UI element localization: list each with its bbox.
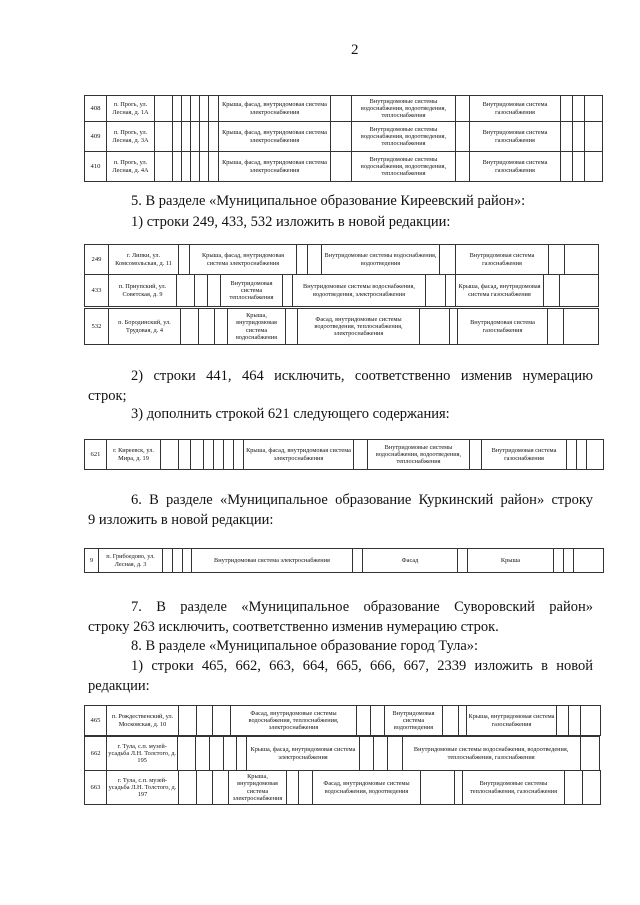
section-5-item-3: 3) дополнить строкой 621 следующего содержания: <box>131 406 450 422</box>
empty-cell <box>560 275 599 307</box>
empty-cell <box>569 706 581 736</box>
empty-cell <box>179 706 197 736</box>
row-works-2: Фасад <box>363 549 458 573</box>
empty-cell <box>179 440 191 470</box>
table-row <box>85 122 603 152</box>
empty-cell <box>456 152 470 182</box>
empty-cell <box>573 96 585 122</box>
row-address: г. Тула, с.п. музей-усадьба Л.Н. Толстого, д. 195 <box>107 737 178 771</box>
empty-cell <box>179 771 197 805</box>
table-row <box>85 275 599 307</box>
empty-cell <box>585 122 603 152</box>
empty-cell <box>163 549 173 573</box>
row-number: 9 <box>85 549 99 573</box>
row-address: п. Приупский, ул. Советская, д. 9 <box>109 275 177 307</box>
row-number: 433 <box>85 275 109 307</box>
row-address: п. Прогь, ул. Лесная, д. 1А <box>107 96 155 122</box>
empty-cell <box>459 706 467 736</box>
row-number: 621 <box>85 440 107 470</box>
row-address: п. Прогь, ул. Лесная, д. 3А <box>107 122 155 152</box>
row-address: п. Прогь, ул. Лесная, д. 4А <box>107 152 155 182</box>
row-number: 532 <box>85 309 109 345</box>
row-works-2: Внутридомовые системы водоснабжения, водоотведения, теплоснабжения, газоснабжения <box>402 737 580 771</box>
row-number: 408 <box>85 96 107 122</box>
empty-cell <box>196 737 210 771</box>
empty-cell <box>182 122 191 152</box>
empty-cell <box>585 96 603 122</box>
section-8-item-1: 1) строки 465, 662, 663, 664, 665, 666, 667, 2339 изложить в новой <box>131 658 593 674</box>
empty-cell <box>357 706 371 736</box>
empty-cell <box>577 440 587 470</box>
empty-cell <box>360 737 374 771</box>
empty-cell <box>208 275 221 307</box>
empty-cell <box>200 96 209 122</box>
empty-cell <box>587 440 604 470</box>
empty-cell <box>440 245 456 275</box>
empty-cell <box>173 152 182 182</box>
row-works-1: Крыша, фасад, внутридомовая система электроснабжения <box>219 122 331 152</box>
empty-cell <box>573 152 585 182</box>
empty-cell <box>199 309 215 345</box>
empty-cell <box>173 96 182 122</box>
empty-cell <box>567 440 577 470</box>
empty-cell <box>286 309 298 345</box>
empty-cell <box>209 122 219 152</box>
table-kireevsky-433 <box>84 274 599 307</box>
table-tula-662 <box>84 736 600 771</box>
empty-cell <box>549 245 565 275</box>
empty-cell <box>179 245 190 275</box>
row-address: г. Липки, ул. Комсомольская, д. 11 <box>109 245 179 275</box>
empty-cell <box>426 275 446 307</box>
empty-cell <box>173 549 183 573</box>
empty-cell <box>177 275 195 307</box>
empty-cell <box>544 275 560 307</box>
row-address: п. Рождественский, ул. Московская, д. 10 <box>107 706 179 736</box>
table-row <box>85 706 601 736</box>
table-kireevsky-249 <box>84 244 599 275</box>
row-address: г. Тула, с.п. музей-усадьба Л.Н. Толстого, д. 197 <box>107 771 179 805</box>
row-works-3: Крыша, фасад, внутридомовая система газоснабжения <box>456 275 544 307</box>
empty-cell <box>178 737 196 771</box>
row-address: п. Грибоедово, ул. Лесная, д. 3 <box>99 549 163 573</box>
section-6-heading: 6. В разделе «Муниципальное образование Куркинский район» строку <box>131 492 593 508</box>
empty-cell <box>331 122 352 152</box>
row-works-1: Фасад, внутридомовые системы водоснабжения, теплоснабжения, электроснабжения <box>231 706 357 736</box>
empty-cell <box>561 152 573 182</box>
row-works-1: Крыша, внутридомовая система водоснабжения <box>228 309 286 345</box>
empty-cell <box>183 549 192 573</box>
empty-cell <box>458 549 468 573</box>
empty-cell <box>287 771 299 805</box>
table-kireevsky-621 <box>84 439 604 470</box>
empty-cell <box>182 152 191 182</box>
table-row <box>85 309 599 345</box>
row-works-3: Внутридомовая система газоснабжения <box>470 122 561 152</box>
table-tula-663 <box>84 770 601 805</box>
empty-cell <box>215 309 228 345</box>
empty-cell <box>564 309 599 345</box>
empty-cell <box>213 771 229 805</box>
empty-cell <box>331 96 352 122</box>
empty-cell <box>213 706 231 736</box>
empty-cell <box>236 737 246 771</box>
section-8-heading: 8. В разделе «Муниципальное образование город Тула»: <box>131 638 479 654</box>
table-row <box>85 737 600 771</box>
empty-cell <box>195 275 208 307</box>
row-works-3: Внутридомовая система газоснабжения <box>470 152 561 182</box>
table-row <box>85 549 604 573</box>
empty-cell <box>223 737 236 771</box>
empty-cell <box>374 737 388 771</box>
empty-cell <box>191 122 200 152</box>
row-works-1: Крыша, внутридомовая система электроснабжения <box>229 771 287 805</box>
row-works-3: Внутридомовая система газоснабжения <box>458 309 548 345</box>
empty-cell <box>354 440 368 470</box>
row-works-1: Крыша, фасад, внутридомовая система электроснабжения <box>246 737 359 771</box>
empty-cell <box>161 440 179 470</box>
section-5-heading: 5. В разделе «Муниципальное образование Киреевский район»: <box>131 193 526 209</box>
table-kurkinsky-9 <box>84 548 604 573</box>
empty-cell <box>197 771 213 805</box>
empty-cell <box>191 440 204 470</box>
section-8-item-1-cont: редакции: <box>88 678 150 694</box>
empty-cell <box>234 440 244 470</box>
empty-cell <box>191 152 200 182</box>
empty-cell <box>585 152 603 182</box>
empty-cell <box>388 737 402 771</box>
row-works-2: Внутридомовые системы водоснабжения, водоотведения, электроснабжения <box>293 275 426 307</box>
row-number: 663 <box>85 771 107 805</box>
empty-cell <box>299 771 313 805</box>
empty-cell <box>574 549 604 573</box>
row-works-1: Крыша, фасад, внутридомовая система электроснабжения <box>190 245 297 275</box>
empty-cell <box>455 771 463 805</box>
empty-cell <box>191 96 200 122</box>
table-prognoz-rows <box>84 95 603 182</box>
empty-cell <box>561 96 573 122</box>
row-address: п. Бородинский, ул. Трудовая, д. 4 <box>109 309 181 345</box>
empty-cell <box>573 122 585 152</box>
empty-cell <box>155 96 173 122</box>
empty-cell <box>224 440 234 470</box>
row-number: 465 <box>85 706 107 736</box>
page-number: 2 <box>351 42 359 58</box>
table-row <box>85 245 599 275</box>
empty-cell <box>353 549 363 573</box>
empty-cell <box>209 152 219 182</box>
row-number: 662 <box>85 737 107 771</box>
empty-cell <box>420 309 450 345</box>
row-works-3: Внутридомовые системы теплоснабжения, газоснабжения <box>463 771 565 805</box>
empty-cell <box>297 245 308 275</box>
table-kireevsky-532 <box>84 308 599 345</box>
row-number: 249 <box>85 245 109 275</box>
section-6-heading-cont: 9 изложить в новой редакции: <box>88 512 274 528</box>
row-works-1: Крыша, фасад, внутридомовая система электроснабжения <box>219 96 331 122</box>
table-row <box>85 96 603 122</box>
empty-cell <box>197 706 213 736</box>
row-works-1: Внутридомовая система электроснабжения <box>192 549 353 573</box>
empty-cell <box>557 706 569 736</box>
empty-cell <box>583 771 601 805</box>
empty-cell <box>331 152 352 182</box>
table-row <box>85 771 601 805</box>
row-works-3: Крыша, внутридомовая система газоснабжения <box>467 706 557 736</box>
empty-cell <box>182 96 191 122</box>
empty-cell <box>554 549 564 573</box>
empty-cell <box>564 549 574 573</box>
row-works-3: Внутридомовая система газоснабжения <box>456 245 549 275</box>
empty-cell <box>283 275 293 307</box>
empty-cell <box>456 96 470 122</box>
empty-cell <box>155 122 173 152</box>
empty-cell <box>214 440 224 470</box>
empty-cell <box>371 706 385 736</box>
empty-cell <box>209 96 219 122</box>
row-works-1: Внутридомовая система теплоснабжения <box>221 275 283 307</box>
empty-cell <box>581 706 601 736</box>
empty-cell <box>561 122 573 152</box>
section-7-heading-cont: строку 263 исключить, соответственно изменив нумерацию строк. <box>88 619 499 635</box>
empty-cell <box>580 737 599 771</box>
empty-cell <box>204 440 214 470</box>
section-5-item-2: 2) строки 441, 464 исключить, соответственно изменив нумерацию <box>131 368 593 384</box>
row-works-3: Крыша <box>468 549 554 573</box>
row-works-1: Крыша, фасад, внутридомовая система электроснабжения <box>219 152 331 182</box>
empty-cell <box>200 122 209 152</box>
row-works-2: Внутридомовая система водоотведения <box>385 706 443 736</box>
row-number: 409 <box>85 122 107 152</box>
empty-cell <box>446 275 456 307</box>
row-works-2: Внутридомовые системы водоснабжения, водоотведения, теплоснабжения <box>352 96 456 122</box>
empty-cell <box>181 309 199 345</box>
empty-cell <box>308 245 322 275</box>
section-5-item-2-cont: строк; <box>88 388 127 404</box>
section-5-item-1: 1) строки 249, 433, 532 изложить в новой редакции: <box>131 214 451 230</box>
empty-cell <box>421 771 455 805</box>
row-works-2: Фасад, внутридомовые системы водоснабжения, водоотведения <box>313 771 421 805</box>
empty-cell <box>548 309 564 345</box>
empty-cell <box>210 737 223 771</box>
empty-cell <box>155 152 173 182</box>
table-row <box>85 152 603 182</box>
section-7-heading: 7. В разделе «Муниципальное образование Суворовский район» <box>131 599 593 615</box>
row-works-3: Внутридомовая система газоснабжения <box>482 440 567 470</box>
row-works-2: Фасад, внутридомовые системы водоотведения, теплоснабжения, электроснабжения <box>298 309 420 345</box>
row-works-2: Внутридомовые системы водоснабжения, водоотведения, теплоснабжения <box>352 152 456 182</box>
row-address: г. Киреевск, ул. Мира, д. 19 <box>107 440 161 470</box>
empty-cell <box>565 245 599 275</box>
empty-cell <box>456 122 470 152</box>
row-works-2: Внутридомовые системы водоснабжения, водоотведения <box>322 245 440 275</box>
row-works-2: Внутридомовые системы водоснабжения, водоотведения, теплоснабжения <box>352 122 456 152</box>
empty-cell <box>565 771 583 805</box>
table-row <box>85 440 604 470</box>
row-number: 410 <box>85 152 107 182</box>
empty-cell <box>173 122 182 152</box>
empty-cell <box>200 152 209 182</box>
empty-cell <box>443 706 459 736</box>
empty-cell <box>470 440 482 470</box>
table-tula-465 <box>84 705 601 736</box>
row-works-2: Внутридомовые системы водоснабжения, водоотведения, теплоснабжения <box>368 440 470 470</box>
empty-cell <box>450 309 458 345</box>
row-works-3: Внутридомовая система газоснабжения <box>470 96 561 122</box>
row-works-1: Крыша, фасад, внутридомовая система электроснабжения <box>244 440 354 470</box>
